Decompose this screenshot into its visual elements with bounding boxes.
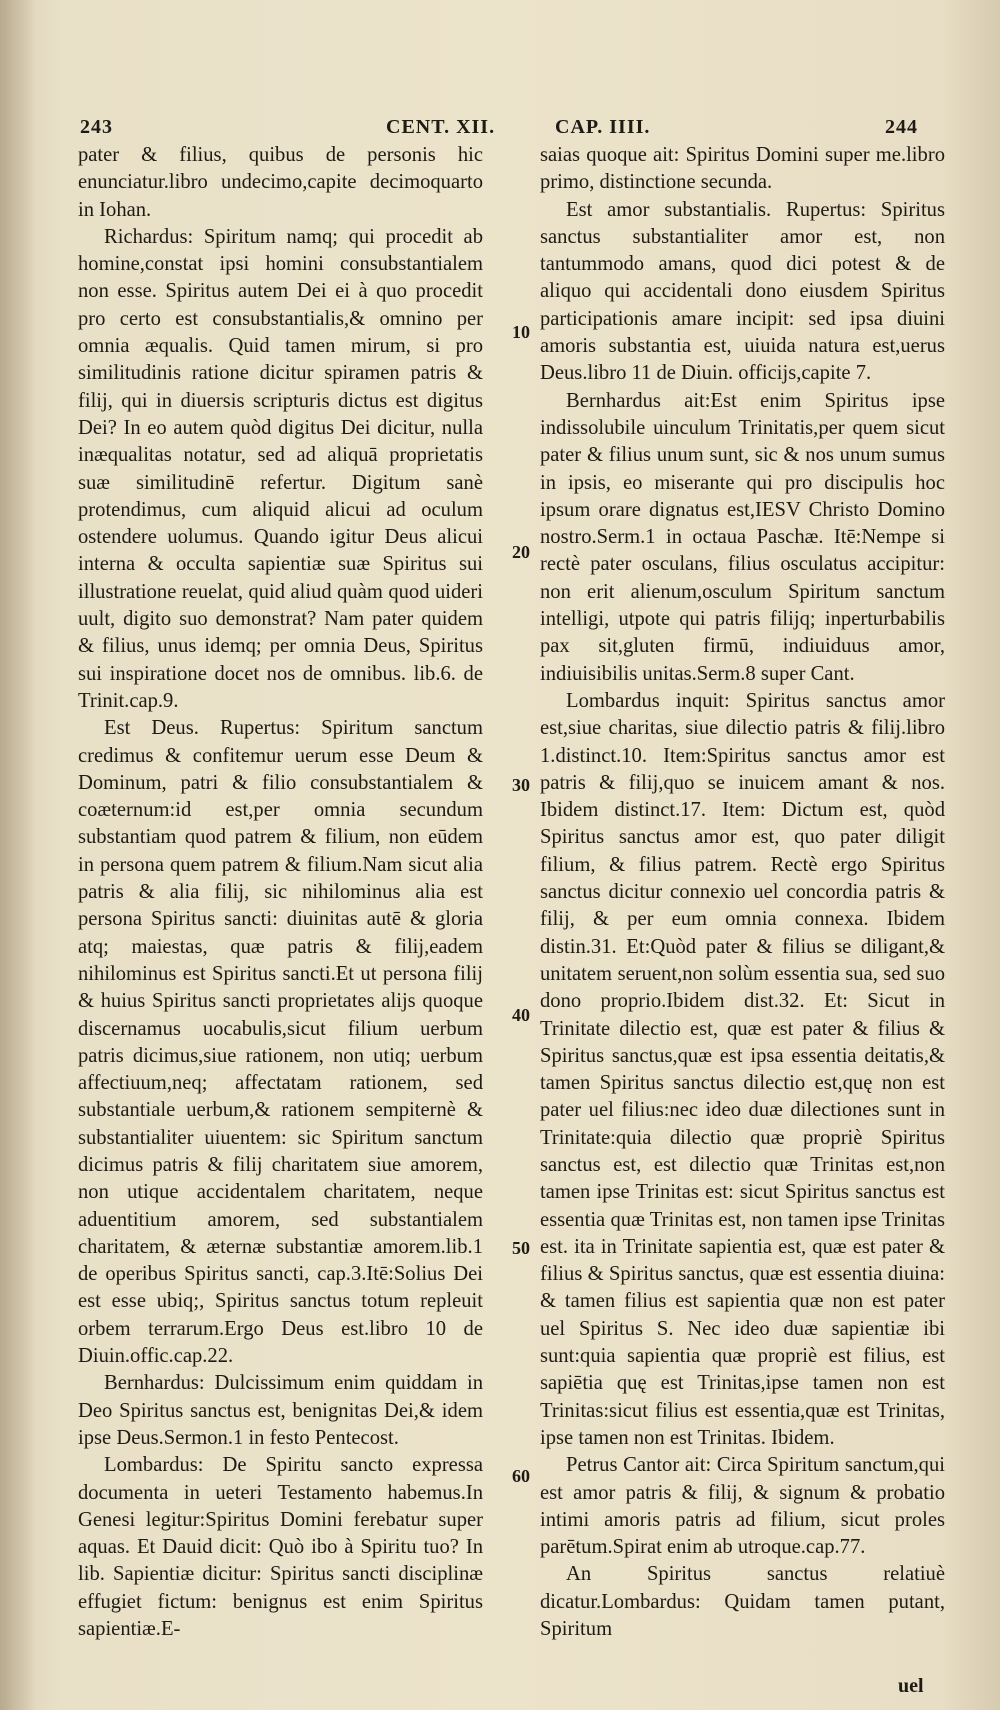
- paragraph: saias quoque ait: Spiritus Domini super me.libro primo, distinctione secunda.: [540, 144, 945, 194]
- running-head-right: CAP. IIII.: [555, 116, 651, 138]
- paragraph: An Spiritus sanctus relatiuè dicatur.Lombardus: Quidam tamen putant, Spiritum: [540, 1563, 945, 1641]
- page-number-right: 244: [885, 116, 918, 138]
- page-header: [0, 116, 1000, 144]
- paragraph: Lombardus inquit: Spiritus sanctus amor est,siue charitas, siue dilectio patris & filij.libro 1.distinct.10. Item:Spiritus sanctus amor est patris & filij,quo se inuicem amant & nos. Ibidem distinct.17. Item: Dictum est, quòd Spiritus sanctus amor est, quo pater diligit filium, & filius patrem. Rectè ergo Spiritus sanctus dicitur connexio uel concordia patris & filij, & per eum omnia connexa. Ibidem distin.31. Et:Quòd pater & filius se diligant,& unitatem seruent,non solùm essentia sua, sed suo dono proprio.Ibidem dist.32. Et: Sicut in Trinitate dilectio est, quæ est pater & filius & Spiritus sanctus,quæ est ipsa essentia deitatis,& tamen Spiritus sanctus dilectio est,quę non est pater uel filius:nec ideo duæ dilectiones sunt in Trinitate:quia dilectio quæ propriè Spiritus sanctus est, est dilectio quæ Trinitas est,non tamen ipse Trinitas est: sicut Spiritus sanctus est essentia quæ Trinitas est, non tamen ipse Trinitas est. ita in Trinitate sapientia est, quæ est pater & filius & Spiritus sanctus, quæ est essentia diuina: & tamen filius est sapientia quæ non est pater uel Spiritus S. Nec ideo duæ sapientiæ ibi sunt:quia sapientia quæ propriè est filius, est sapiētia quę est Trinitas,ipse tamen non est Trinitas:sicut filius est essentia,quæ est Trinitas, ipse tamen non est Trinitas. Ibidem.: [540, 689, 945, 1449]
- catchword: uel: [898, 1675, 924, 1697]
- paragraph: Bernhardus ait:Est enim Spiritus ipse indissolubile uinculum Trinitatis,per quem sicut pater & filius unum sunt, sic & nos unum sumus in ipsis, eo miserante qui pro discipulis hoc ipsum orare dignatus est,IESV Christo Domino nostro.Serm.1 in octaua Paschæ. Itē:Nempe si rectè pater osculans, filius osculatus accipitur: non erit alienum,osculum Spiritum sanctum intelligi, utpote qui patris filijq; inperturbabilis pax sit,gluten firmū, indiuiduus amor, indiuisibilis unitas.Serm.8 super Cant.: [540, 389, 945, 685]
- paragraph: Est Deus. Rupertus: Spiritum sanctum credimus & confitemur uerum esse Deum & Dominum, patri & filio consubstantialem & coæternum:id est,per omnia secundum substantiam quod patrem & filium, non eūdem in persona quem patrem & filium.Nam sicut alia patris & alia filij, sic nihilominus alia est persona Spiritus sancti: diuinitas autē & gloria atq; maiestas, quæ patris & filij,eadem nihilominus est Spiritus sancti.Et ut persona filij & huius Spiritus sancti proprietates alijs quoque discernamus uocabulis,sicut filium uerbum patris dicimus,siue rationem, non utiq; uerbum affectiuum,neq; affectatam rationem, sed substantiale uerbum,& rationem sempiternè & substantialiter uiuentem: sic Spiritum sanctum dicimus patris & filij charitatem siue amorem, non utique accidentalem charitatem, neque aduentitium amorem, sed substantialem charitatem, & æternæ substantiæ amorem.lib.1 de operibus Spiritus sancti, cap.3.Itē:Solius Dei est esse ubiq;, Spiritus sanctus totum repleuit orbem terrarum.Ergo Deus est.libro 10 de Diuin.offic.cap.22.: [78, 717, 483, 1368]
- page-number-left: 243: [80, 116, 113, 138]
- paragraph: Lombardus: De Spiritu sancto expressa documenta in ueteri Testamento habemus.In Genesi legitur:Spiritus Domini ferebatur super aquas. Et Dauid dicit: Quò ibo à Spiritu tuo? In lib. Sapientiæ dicitur: Spiritus sancti disciplinæ effugiet fictum: benignus est enim Spiritus sapientiæ.E-: [78, 1454, 483, 1641]
- line-number: 50: [512, 1238, 530, 1258]
- paragraph: pater & filius, quibus de personis hic enunciatur.libro undecimo,capite decimoquarto in Iohan.: [78, 144, 483, 221]
- text-column-left: [78, 142, 483, 1643]
- line-number: 40: [512, 1005, 530, 1025]
- paragraph: Richardus: Spiritum namq; qui procedit ab homine,constat ipsi homini consubstantialem non esse. Spiritus autem Dei ei à quo procedit pro certo est consubstantialis,& omnino per omnia æqualis. Quid tamen mirum, si pro similitudinis ratione dicitur spiramen patris & filij, qui in diuersis scripturis dictus est digitus Dei? In eo autem quòd digitus Dei dicitur, nulla inæqualitas notatur, sed ad aliquā proprietatis suæ similitudinē refertur. Digitum sanè protendimus, cum aliquid alicui ad oculum ostendere uolumus. Quando igitur Deus alicui interna & occulta sapientiæ suæ Spiritus sui illustratione reuelat, quid aliud quàm quod uideri uult, digito suo demonstrat? Nam pater quidem & filius, unus idemq; per omnia Deus, Spiritus sui inspiratione docet nos de omnibus. lib.6. de Trinit.cap.9.: [78, 225, 483, 712]
- line-number: 10: [512, 322, 530, 342]
- page-gutter-shadow: [0, 0, 36, 1710]
- paragraph: Petrus Cantor ait: Circa Spiritum sanctum,qui est amor patris & filij, & signum & probatio intimi amoris patris ad filium, sicut proles parētum.Spirat enim ab utroque.cap.77.: [540, 1454, 945, 1559]
- text-column-right: [540, 142, 945, 1643]
- paragraph: Est amor substantialis. Rupertus: Spiritus sanctus substantialiter amor est, non tantummodo amans, quod dici potest & de aliquo qui accidentali dono eiusdem Spiritus participationis amare incipit: sed ipsa diuini amoris substantia est, uiuida natura est,uerus Deus.libro 11 de Diuin. officijs,capite 7.: [540, 198, 945, 385]
- line-number: 20: [512, 542, 530, 562]
- running-head-left: CENT. XII.: [386, 116, 496, 138]
- line-number: 60: [512, 1466, 530, 1486]
- paragraph: Bernhardus: Dulcissimum enim quiddam in Deo Spiritus sanctus est, benignitas Dei,& idem ipse Deus.Sermon.1 in festo Pentecost.: [78, 1372, 483, 1449]
- line-number: 30: [512, 775, 530, 795]
